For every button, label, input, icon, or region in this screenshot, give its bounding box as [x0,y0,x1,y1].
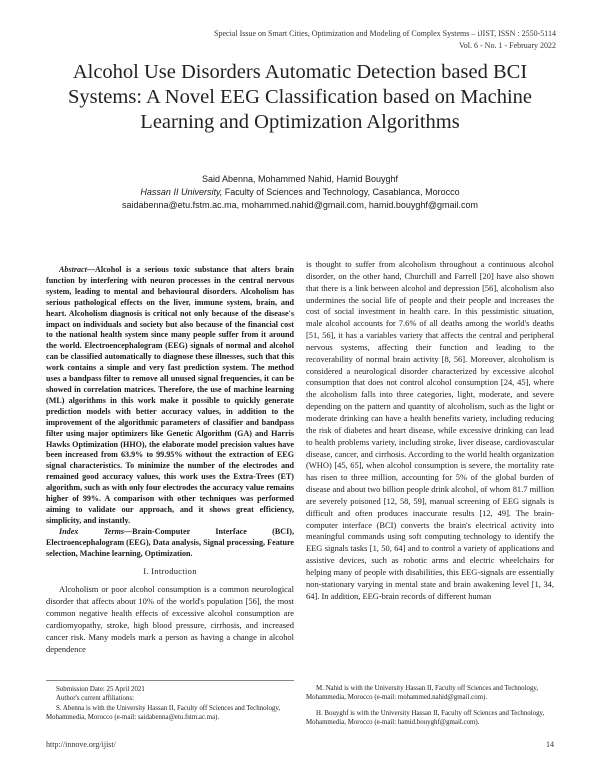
footnote-abenna: S. Abenna is with the University Hassan II, Faculty off Sciences and Technology, Mohammedia, Morocco (e-mail: saidabenna@etu.fstm.ac.ma). [46,704,281,721]
affiliations-label: Author's current affiliations: [56,695,135,703]
author-emails: saidabenna@etu.fstm.ac.ma, mohammed.nahid@gmail.com, hamid.bouyghf@gmail.com [121,200,479,210]
journal-url-link[interactable]: http://innove.org/ijist/ [46,740,116,749]
section-heading: I. Introduction [143,566,197,577]
footnote-nahid: M. Nahid is with the University Hassan II, Faculty off Sciences and Technology, Mohammedia, Morocco (e-mail: mohammed.nahid@gmail.com). [306,685,539,702]
university-name: Hassan II University, [140,187,223,197]
page-number: 14 [546,740,554,749]
journal-header [214,28,556,52]
submission-date: Submission Date: 25 April 2021 [56,686,145,693]
abstract [46,265,294,527]
body-paragraph: is thought to suffer from alcoholism throughout a continuous alcohol disorder, on the other hand, Churchill and Farrell [20] have also shown that there is a link between alcohol and depression [56], alcoholism also undermines the social life of people and their people and increases the cost of social investment in health care. In this pessimistic situation, male alcohol accounts for 7.6% of all deaths among the world's deaths [51, 56], it has a variables variety that affects the central and peripheral nervous systems, affecting their function and leading to the recoverability of normal brain activity [8, 56]. Moreover, alcoholism is considered a neurological disorder characterized by excessive alcohol consumption that does not control alcohol consumption [24, 45], where the alcoholism falls into three categories, light, moderate, and severe depending on the pattern and quantity of alcoholism, such as the light or moderate drinking can have a health benefits variety, including reducing the risk of diabetes and heart disease, while excessive drinking can lead to health problems variety, including stroke, liver disease, cardiovascular disease, cancer, and cirrhosis. According to the world health organization (WHO) [45, 65], when alcohol consumption is severe, the mortality rate has risen to three million, accounting for 5% of the global burden of disease and about two billion people drink alcohol, of whom 81.7 million are severely poisoned [12, 58, 59], manual screening of EEG signals is difficult and often produces inaccurate results [12, 49]. The brain-computer interface (BCI) converts the brain's electrical activity into meaningful commands using soft computing technology to identify the EEG signals tasks [1, 50, 64] and to control a variety of applications and assistive devices, such as robotic arms and electric wheelchairs for helping many of people with disabilities, this EEG-signals are essentially non-stationary varying in mental state and brain awakening level [1, 34, 64]. In addition, EEG-brain records of different human [306,259,554,601]
footnote-bouyghf: H. Bouyghf is with the University Hassan II, Faculty off Sciences and Technology, Mohammedia, Morocco (e-mail: hamid.bouyghf@gmail.com). [306,709,545,726]
paper-title: Alcohol Use Disorders Automatic Detection based BCI Systems: A Novel EEG Classification based on Machine Learning and Optimization Algorithms [67,61,533,133]
left-column [46,265,294,655]
intro-paragraph: Alcoholism or poor alcohol consumption is a common neurological disorder that affects about 10% of the world's population [56], the most common negative health effects of excessive alcohol consumption are cardiomyopathy, stroke, high blood pressure, cirrhosis, and increased cancer risk. Many models mark a person as having a change in alcohol dependence [46,584,294,654]
index-terms-label: Index Terms [59,526,125,536]
journal-issue-line: Vol. 6 - No. 1 - February 2022 [459,41,556,50]
index-terms [46,527,294,560]
author-names: Said Abenna, Mohammed Nahid, Hamid Bouyghf [201,174,399,184]
abstract-label: Abstract— [59,265,95,274]
right-column [306,259,554,602]
abstract-text: Alcohol is a serious toxic substance that alters brain function by interfering with neuron processes in the central nervous system, leading to mental and behavioural disorders. Alcoholism has serious pathological effects on the liver, immune system, brain, and heart. Alcoholism diagnosis is critical not only because of the disease's impact on individuals and society but also because of the financial cost to the national health system since many people suffer from it around the world. Electroencephalogram (EEG) signals of normal and alcohol can be classified automatically to diagnose these illnesses, such that this work contains a simple and very fast prediction system. The method uses a bandpass filter to remove all unused signal frequencies, it can be showed in correlation matrices. Therefore, the use of machine learning (ML) algorithms in this work make it possible to quickly generate prediction models with better accuracy values, in addition to the improvement of the algorithmic parameters of classifier and bandpass filter using major optimizers like Genetic Algorithm (GA) and Harris Hawks Optimization (HHO), the elaborate model precision values have been increased from 63.9% to 99.95% without the extraction of EEG signal characteristics. To minimize the number of the electrodes and remained good accuracy values, this work uses the Extra-Trees (ET) algorithm, such as with only four electrodes the accuracy value remains higher of 99%. A comparison with other techniques was performed aiming to validate our approach, and it shows great efficiency, simplicity, and instantly. [46,265,294,525]
author-block [0,173,600,212]
author-affiliation [0,186,600,199]
index-terms-text: —Brain-Computer Interface (BCI), Electroencephalogram (EEG), Data analysis, Signal processing, Feature selection, Machine learning, Optimization. [46,526,294,558]
footnote-left [46,680,294,722]
journal-header-line: Special Issue on Smart Cities, Optimization and Modeling of Complex Systems – iJIST, ISSN : 2550-5114 [214,29,556,38]
faculty-name: Faculty of Sciences and Technology, Casablanca, Morocco [222,187,460,197]
footnote-right [306,684,554,727]
